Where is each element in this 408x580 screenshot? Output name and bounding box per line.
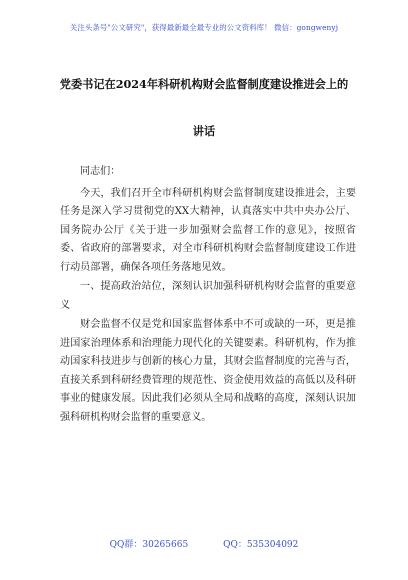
- footer-qq-contact: QQ：535304092: [223, 540, 299, 550]
- document-body: [60, 163, 356, 428]
- footer-banner: [0, 537, 408, 550]
- body-paragraph-intro: 今天，我们召开全市科研机构财会监督制度建设推进会，主要任务是深入学习贯彻党的XX大精神，认真落实中共中央办公厅、国务院办公厅《关于进一步加强财会监督工作的意见》，按照省委、省政府的部署要求，对全市科研机构财会监督制度建设工作进行动员部署，确保各项任务落地见效。: [60, 187, 356, 273]
- salutation: 同志们：: [80, 166, 121, 177]
- section-heading-1: 一、提高政治站位，深刻认识加强科研机构财会监督的重要意义: [60, 281, 356, 311]
- header-banner: 关注头条号"公文研究"，获得最新最全最专业的公文资料库！ 微信：gongwenyj: [69, 23, 339, 32]
- document-title-line-1: 党委书记在2024年科研机构财会监督制度建设推进会上的: [59, 77, 349, 91]
- footer-qq-group: QQ群：30265665: [109, 540, 189, 550]
- document-title-line-2: 讲话: [192, 124, 216, 138]
- body-paragraph-significance: 财会监督不仅是党和国家监督体系中不可或缺的一环，更是推进国家治理体系和治理能力现代化的关键要素。科研机构，作为推动国家科技进步与创新的核心力量，其财会监督制度的完善与否，直接关系到科研经费管理的规范性、资金使用效益的高低以及科研事业的健康发展。因此我们必须从全局和战略的高度，深刻认识加强科研机构财会监督的重要意义。: [60, 319, 356, 423]
